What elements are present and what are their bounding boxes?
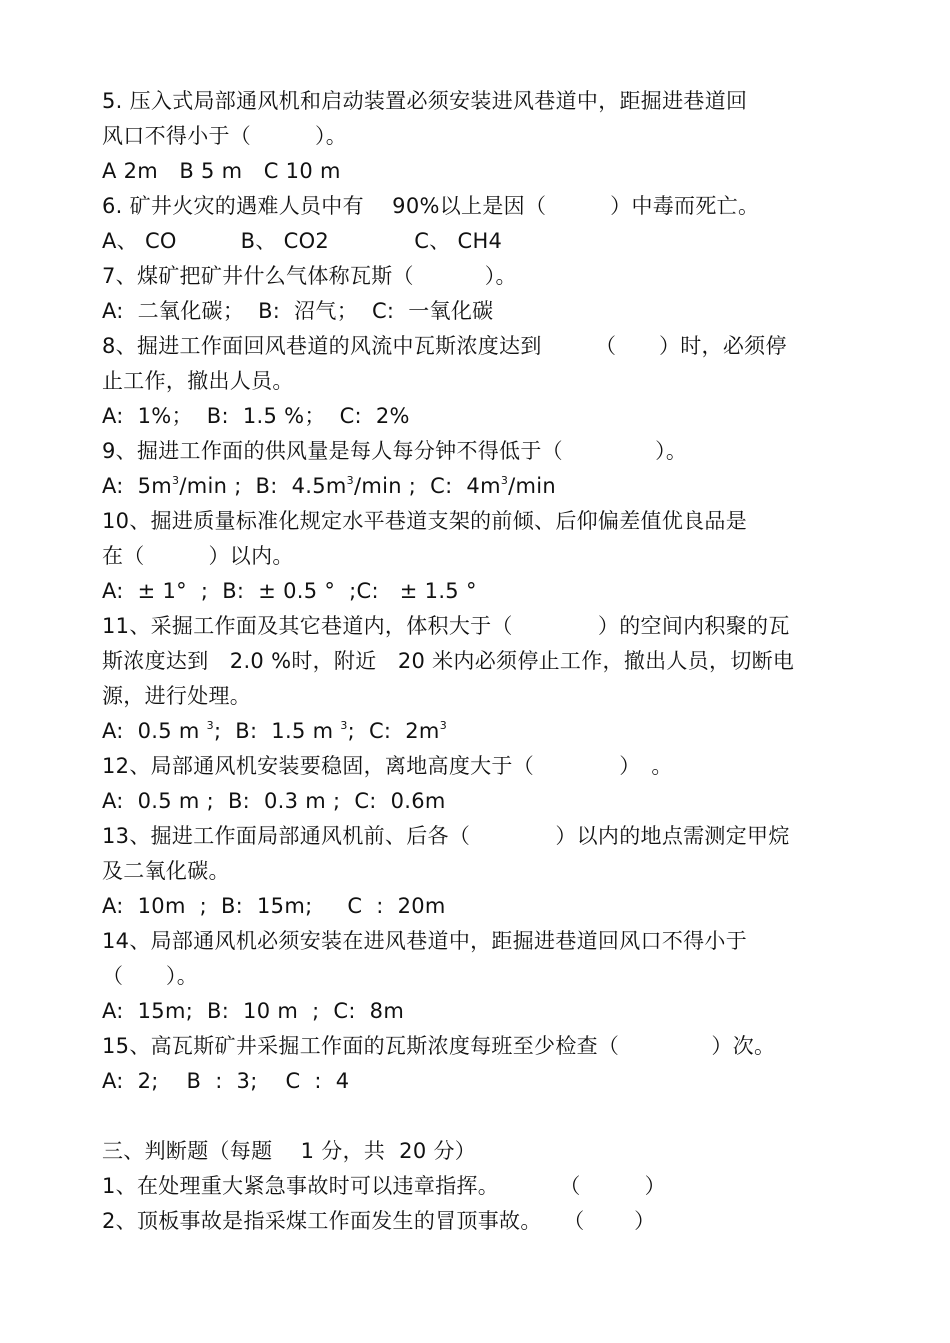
question-options: A: 15m; B: 10 m ; C: 8m xyxy=(102,999,405,1023)
section-gap xyxy=(102,1099,862,1134)
question-text: 11、采掘工作面及其它巷道内，体积大于（ ）的空间内积聚的瓦 xyxy=(102,614,790,638)
question-options: A: 二氧化碳； B: 沼气； C: 一氧化碳 xyxy=(102,299,494,323)
question-text: 及二氧化碳。 xyxy=(102,859,230,883)
option-text: /min xyxy=(508,474,557,498)
question-text: 斯浓度达到 2.0 %时，附近 20 米内必须停止工作，撤出人员，切断电 xyxy=(102,649,795,673)
superscript: 3 xyxy=(439,719,447,732)
question-6 xyxy=(102,189,862,259)
question-text: 14、局部通风机必须安装在进风巷道中，距掘进巷道回风口不得小于 xyxy=(102,929,748,953)
question-text: 在（ ）以内。 xyxy=(102,544,294,568)
question-options: A: 10m ; B: 15m; C : 20m xyxy=(102,894,446,918)
question-text: （ ）。 xyxy=(102,964,198,988)
question-options xyxy=(102,714,862,749)
question-options: A: 2; B : 3; C : 4 xyxy=(102,1069,350,1093)
question-text: 13、掘进工作面局部通风机前、后各（ ）以内的地点需测定甲烷 xyxy=(102,824,790,848)
question-8 xyxy=(102,329,862,434)
question-text: 风口不得小于（ ）。 xyxy=(102,124,348,148)
question-text: 9、掘进工作面的供风量是每人每分钟不得低于（ ）。 xyxy=(102,439,688,463)
document-page xyxy=(102,84,862,1239)
question-11 xyxy=(102,609,862,749)
true-false-item: 2、顶板事故是指采煤工作面发生的冒顶事故。 （ ） xyxy=(102,1209,656,1233)
question-text: 10、掘进质量标准化规定水平巷道支架的前倾、后仰偏差值优良品是 xyxy=(102,509,748,533)
option-text: ; C: 2m xyxy=(347,719,440,743)
question-text: 15、高瓦斯矿井采掘工作面的瓦斯浓度每班至少检查（ ）次。 xyxy=(102,1034,776,1058)
question-5 xyxy=(102,84,862,189)
question-text: 12、局部通风机安装要稳固，离地高度大于（ ） 。 xyxy=(102,754,673,778)
true-false-item: 1、在处理重大紧急事故时可以违章指挥。 （ ） xyxy=(102,1174,666,1198)
question-10 xyxy=(102,504,862,609)
question-15 xyxy=(102,1029,862,1099)
superscript: 3 xyxy=(206,719,214,732)
question-text: 7、煤矿把矿井什么气体称瓦斯（ ）。 xyxy=(102,264,517,288)
question-options: A: 0.5 m ; B: 0.3 m ; C: 0.6m xyxy=(102,789,446,813)
question-options: A: ± 1° ; B: ± 0.5 ° ;C: ± 1.5 ° xyxy=(102,579,477,603)
option-text: A: 5m xyxy=(102,474,173,498)
option-text: A: 0.5 m xyxy=(102,719,207,743)
option-text: ; B: 1.5 m xyxy=(213,719,341,743)
question-13 xyxy=(102,819,862,924)
question-text: 5. 压入式局部通风机和启动装置必须安装进风巷道中，距掘进巷道回 xyxy=(102,89,748,113)
question-7 xyxy=(102,259,862,329)
option-text: /min ; B: 4.5m xyxy=(179,474,347,498)
section-3 xyxy=(102,1134,862,1239)
superscript: 3 xyxy=(172,474,180,487)
question-options: A: 1%； B: 1.5 %； C: 2% xyxy=(102,404,410,428)
question-options: A 2m B 5 m C 10 m xyxy=(102,159,341,183)
question-options xyxy=(102,469,862,504)
question-text: 8、掘进工作面回风巷道的风流中瓦斯浓度达到 （ ）时，必须停 xyxy=(102,334,787,358)
superscript: 3 xyxy=(500,474,509,487)
superscript: 3 xyxy=(340,719,348,732)
question-9 xyxy=(102,434,862,504)
question-text: 6. 矿井火灾的遇难人员中有 90%以上是因（ ）中毒而死亡。 xyxy=(102,194,760,218)
question-options: A、 CO B、 CO2 C、 CH4 xyxy=(102,229,503,253)
question-12 xyxy=(102,749,862,819)
option-text: /min ; C: 4m xyxy=(353,474,501,498)
section-heading: 三、判断题（每题 1 分，共 20 分） xyxy=(102,1139,477,1163)
question-14 xyxy=(102,924,862,1029)
question-text: 源，进行处理。 xyxy=(102,684,252,708)
question-text: 止工作，撤出人员。 xyxy=(102,369,294,393)
superscript: 3 xyxy=(346,474,354,487)
